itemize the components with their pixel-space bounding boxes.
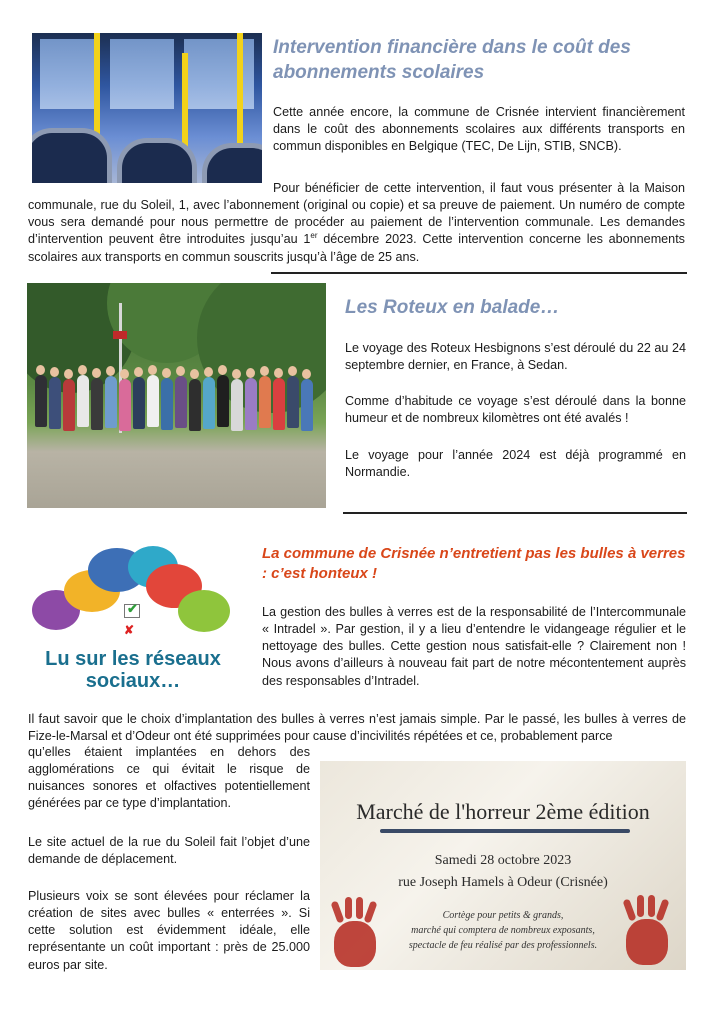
section-divider	[343, 512, 687, 514]
horror-market-poster	[320, 761, 686, 970]
roteux-paragraph-3: Le voyage pour l’année 2024 est déjà programmé en Normandie.	[345, 448, 686, 480]
check-icon: ✔	[127, 601, 138, 616]
poster-line-2: marché qui comptera de nombreux exposants,	[411, 925, 595, 936]
bulles-paragraph-2: Il faut savoir que le choix d’implantation des bulles à verres n’est jamais simple. Par le passé, les bulles à verres de Fize-le-Marsal et d’Odeur ont été supprimées pour cause d’incivilités répétées et ce, probablement parce	[28, 712, 686, 744]
poster-title: Marché de l'horreur 2ème édition	[356, 799, 650, 824]
roteux-paragraph-1: Le voyage des Roteux Hesbignons s’est déroulé du 22 au 24 septembre dernier, en France, à Sedan.	[345, 341, 686, 373]
poster-line-3: spectacle de feu réalisé par des professionnels.	[408, 940, 598, 951]
section-title-roteux: Les Roteux en balade…	[345, 297, 560, 318]
social-media-logo	[28, 542, 238, 702]
intervention-paragraph-1: Cette année encore, la commune de Crisnée intervient financièrement dans le coût des abonnements scolaires aux différents transports en commun disponibles en Belgique (TEC, De Lijn, STIB, SNCB).	[273, 105, 685, 154]
poster-date: Samedi 28 octobre 2023	[434, 853, 572, 868]
group-photo	[27, 283, 326, 508]
cross-icon: ✘	[124, 623, 135, 637]
bulles-paragraph-2-continued: qu’elles étaient implantées en dehors des agglomérations ce qui évitait le risque de nuisances sonores et olfactives potentiellement générées par ce type d’implantation.	[28, 745, 310, 811]
bus-interior-photo	[32, 33, 262, 183]
intervention-paragraph-2: Pour bénéficier de cette intervention, il faut vous présenter à la Maison communale, rue du Soleil, 1, avec l’abonnement (original ou copie) et sa preuve de paiement. Un numéro de compte vous sera demandé pour nous permettre de procéder au paiement de l’intervention communale. Les demandes d’intervention peuvent être introduites jusqu’au 1er décembre 2023. Cette intervention concerne les abonnements scolaires aux transports en commun souscrits jusqu’à l’âge de 25 ans.	[28, 181, 685, 264]
bulles-paragraph-3: Le site actuel de la rue du Soleil fait l’objet d’une demande de déplacement.	[28, 835, 310, 867]
section-divider	[271, 272, 687, 274]
poster-line-1: Cortège pour petits & grands,	[442, 910, 564, 921]
bulles-paragraph-4: Plusieurs voix se sont élevées pour réclamer la création de sites avec bulles « enterrées ». Si cette solution est évidemment idéale, elle représentante un coût important : près de 25.000 euros par site.	[28, 889, 310, 972]
bulles-paragraph-1: La gestion des bulles à verres est de la responsabilité de l’Intercommunale « Intradel ». Par gestion, il y a lieu d’entendre le vidangeage régulier et le nettoyage des bulles. Cette gestion nous satisfait-elle ? Clairement non ! Nous avons d’ailleurs à nouveau fait part de notre mécontentement auprès des responsables d’Intradel.	[262, 605, 686, 688]
poster-place: rue Joseph Hamels à Odeur (Crisnée)	[398, 875, 608, 890]
roteux-paragraph-2: Comme d’habitude ce voyage s’est déroulé dans la bonne humeur et de nombreux kilomètres ont été avalés !	[345, 394, 686, 426]
section-title-bulles: La commune de Crisnée n’entretient pas les bulles à verres : c’est honteux !	[262, 545, 686, 583]
logo-text: Lu sur les réseaux sociaux…	[45, 648, 221, 693]
section-title-intervention: Intervention financière dans le coût des abonnements scolaires	[273, 37, 631, 83]
